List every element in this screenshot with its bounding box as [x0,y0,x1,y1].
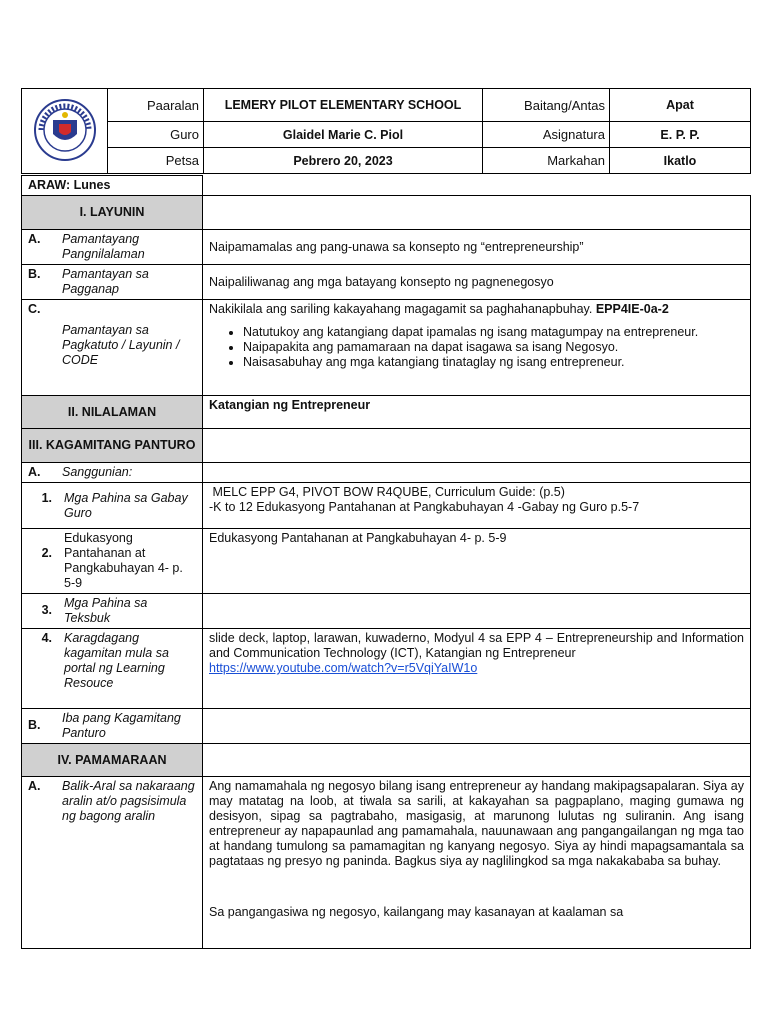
letter-a: A. [28,232,41,246]
guro-label: Guro [108,122,204,148]
paaralan-value: LEMERY PILOT ELEMENTARY SCHOOL [204,89,483,122]
deped-seal-icon [33,98,97,162]
pamamaraan-heading: IV. PAMAMARAAN [22,744,203,777]
layunin-b-label: B. Pamantayan sa Pagganap [22,265,203,300]
nilalaman-heading: II. NILALAMAN [22,396,203,429]
letter-b: B. [28,267,41,281]
markahan-label: Markahan [483,148,610,174]
baitang-value: Apat [610,89,751,122]
iba-pang-kagamitan-label: B. Iba pang Kagamitang Panturo [22,709,203,744]
nilalaman-text: Katangian ng Entrepreneur [203,396,751,429]
pamamaraan-blank [203,744,751,777]
layunin-a-label: A. Pamantayang Pangnilalaman [22,230,203,265]
iba-pang-kagamitan-blank [203,709,751,744]
objectives-list [209,325,744,370]
objective-item: • Naipapakita ang pamamaraan na dapat isagawa sa isang Negosyo. [243,340,744,355]
balik-aral-text: Ang namamahala ng negosyo bilang isang entrepreneur ay handang makipagsapalaran. Siya ay may matatag na loob, at tiwala sa sarili, at kakayahan sa pagpaplano, maging gumawa ng desisyon, sipag sa pagtrabaho, masigasig, at marunong lulutas ng suliranin. Ang isang entrepreneur ay napapaunlad ang pamamahala, nauunawaan ang pangangailangan ng mga tao at handang tumulong sa pamamagitan ng kanyang negosyo. Siya ay hindi mapagsamantala sa pagtataas ng presyo ng paninda. Bagkus siya ay naglilingkod sa mga nakakababa sa buhay. Sa pangangasiwa ng negosyo, kailangang may kasanayan at kaalaman sa [203,777,751,949]
kagamitan-item-4: 4. Karagdagang kagamitan mula sa portal ng Learning Resouce [22,629,203,709]
paaralan-label: Paaralan [108,89,204,122]
lesson-table [21,175,751,949]
petsa-label: Petsa [108,148,204,174]
layunin-blank [203,196,751,230]
sanggunian-blank [203,463,751,483]
kagamitan-item-4-text: slide deck, laptop, larawan, kuwaderno, Modyul 4 sa EPP 4 – Entrepreneurship and Information and Communication Technology (ICT), Katangian ng Entrepreneur https://www.youtube.com/watch?v=r5VqiYaIW1o [203,629,751,709]
kagamitan-blank [203,429,751,463]
deped-logo-cell [22,89,108,174]
kagamitan-item-3: 3. Mga Pahina sa Teksbuk [22,594,203,629]
kagamitan-item-3-blank [203,594,751,629]
araw-label: ARAW: Lunes [22,176,203,196]
layunin-heading: I. LAYUNIN [22,196,203,230]
youtube-link[interactable]: https://www.youtube.com/watch?v=r5VqiYaIW1o [209,661,478,675]
melc-code: EPP4IE-0a-2 [595,302,669,316]
petsa-value: Pebrero 20, 2023 [204,148,483,174]
layunin-c-text: Nakikilala ang sariling kakayahang magagamit sa paghahanapbuhay. EPP4IE-0a-2 • Natutukoy ang katangiang dapat ipamalas ng isang matagumpay na entrepreneur. • Naipapakita ang pamamaraan na dapat isagawa sa isang Negosyo. • Naisasabuhay ang mga katangiang tinataglay ng isang entrepreneur. [203,300,751,396]
layunin-c-label: C. Pamantayan sa Pagkatuto / Layunin / CODE [22,300,203,396]
kagamitan-item-1: 1. Mga Pahina sa Gabay Guro [22,483,203,529]
kagamitan-heading: III. KAGAMITANG PANTURO [22,429,203,463]
araw-blank [203,176,751,196]
markahan-value: Ikatlo [610,148,751,174]
guro-value: Glaidel Marie C. Piol [204,122,483,148]
asignatura-label: Asignatura [483,122,610,148]
layunin-b-text: Naipaliliwanag ang mga batayang konsepto ng pagnenegosyo [203,265,751,300]
header-table [21,88,751,174]
sanggunian-label: A. Sanggunian: [22,463,203,483]
asignatura-value: E. P. P. [610,122,751,148]
letter-c: C. [28,302,41,316]
objective-item: • Natutukoy ang katangiang dapat ipamalas ng isang matagumpay na entrepreneur. [243,325,744,340]
layunin-a-text: Naipamamalas ang pang-unawa sa konsepto ng “entrepreneurship” [203,230,751,265]
kagamitan-item-2: 2. Edukasyong Pantahanan at Pangkabuhayan 4- p. 5-9 [22,529,203,594]
kagamitan-item-1-text: MELC EPP G4, PIVOT BOW R4QUBE, Curriculum Guide: (p.5) -K to 12 Edukasyong Pantahanan at Pangkabuhayan 4 -Gabay ng Guro p.5-7 [203,483,751,529]
baitang-label: Baitang/Antas [483,89,610,122]
objective-item: • Naisasabuhay ang mga katangiang tinataglay ng isang entrepreneur. [243,355,744,370]
balik-aral-label: A. Balik-Aral sa nakaraang aralin at/o pagsisimula ng bagong aralin [22,777,203,949]
kagamitan-item-2-text: Edukasyong Pantahanan at Pangkabuhayan 4- p. 5-9 [203,529,751,594]
